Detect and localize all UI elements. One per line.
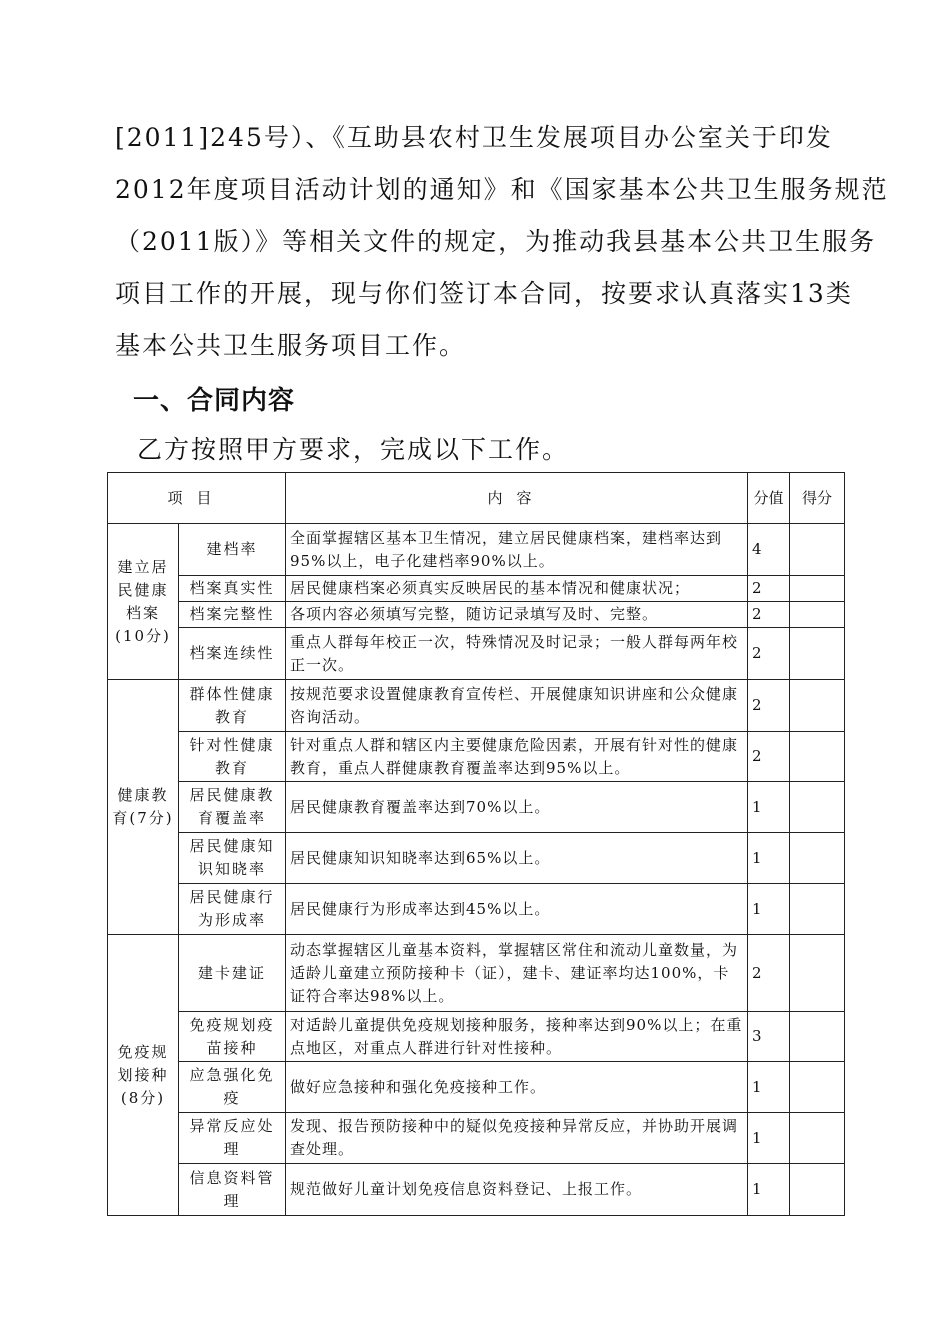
content-cell: 居民健康档案必须真实反映居民的基本情况和健康状况；: [286, 576, 748, 602]
table-row: [108, 1062, 845, 1113]
score-cell: 1: [748, 884, 790, 935]
item-cell: 应急强化免疫: [179, 1062, 286, 1113]
paragraph-line: （2011版）》等相关文件的规定，为推动我县基本公共卫生服务: [115, 227, 877, 256]
earned-cell[interactable]: [790, 1062, 845, 1113]
header-content: 内容: [286, 473, 748, 524]
item-cell: 异常反应处理: [179, 1113, 286, 1164]
table-row: [108, 524, 845, 576]
table-row: [108, 935, 845, 1012]
content-cell: 各项内容必须填写完整，随访记录填写及时、完整。: [286, 602, 748, 628]
paragraph-line: 项目工作的开展，现与你们签订本合同，按要求认真落实13类: [115, 279, 853, 308]
item-cell: 居民健康教育覆盖率: [179, 782, 286, 833]
table-row: [108, 576, 845, 602]
item-cell: 档案完整性: [179, 602, 286, 628]
earned-cell[interactable]: [790, 602, 845, 628]
item-cell: 档案真实性: [179, 576, 286, 602]
content-cell: 规范做好儿童计划免疫信息资料登记、上报工作。: [286, 1164, 748, 1216]
content-cell: 重点人群每年校正一次，特殊情况及时记录；一般人群每两年校正一次。: [286, 628, 748, 680]
score-cell: 3: [748, 1012, 790, 1062]
header-earned: 得分: [790, 473, 845, 524]
earned-cell[interactable]: [790, 935, 845, 1012]
earned-cell[interactable]: [790, 628, 845, 680]
content-cell: 做好应急接种和强化免疫接种工作。: [286, 1062, 748, 1113]
score-cell: 2: [748, 602, 790, 628]
earned-cell[interactable]: [790, 782, 845, 833]
table-row: [108, 1012, 845, 1062]
header-project: 项目: [108, 473, 286, 524]
score-cell: 2: [748, 576, 790, 602]
content-cell: 居民健康行为形成率达到45%以上。: [286, 884, 748, 935]
header-score: 分值: [748, 473, 790, 524]
item-cell: 居民健康知识知晓率: [179, 833, 286, 884]
score-cell: 1: [748, 1113, 790, 1164]
earned-cell[interactable]: [790, 732, 845, 782]
paragraph-line: [2011]245号）、《互助县农村卫生发展项目办公室关于印发: [115, 123, 833, 152]
score-cell: 1: [748, 782, 790, 833]
table-header-row: [108, 473, 845, 524]
table-row: [108, 680, 845, 732]
score-cell: 4: [748, 524, 790, 576]
category-cell: 免疫规划接种(8分): [108, 935, 179, 1216]
score-cell: 1: [748, 1164, 790, 1216]
earned-cell[interactable]: [790, 1113, 845, 1164]
table-row: [108, 628, 845, 680]
earned-cell[interactable]: [790, 576, 845, 602]
score-cell: 2: [748, 732, 790, 782]
table-row: [108, 1164, 845, 1216]
score-cell: 1: [748, 1062, 790, 1113]
section-heading: 一、合同内容: [133, 386, 296, 416]
earned-cell[interactable]: [790, 884, 845, 935]
score-cell: 2: [748, 628, 790, 680]
item-cell: 建档率: [179, 524, 286, 576]
category-cell: 健康教育(7分): [108, 680, 179, 935]
item-cell: 建卡建证: [179, 935, 286, 1012]
table-row: [108, 833, 845, 884]
earned-cell[interactable]: [790, 1012, 845, 1062]
score-cell: 2: [748, 935, 790, 1012]
score-cell: 2: [748, 680, 790, 732]
service-items-table: [107, 472, 845, 1216]
item-cell: 居民健康行为形成率: [179, 884, 286, 935]
content-cell: 发现、报告预防接种中的疑似免疫接种异常反应，并协助开展调查处理。: [286, 1113, 748, 1164]
earned-cell[interactable]: [790, 524, 845, 576]
content-cell: 居民健康知识知晓率达到65%以上。: [286, 833, 748, 884]
content-cell: 对适龄儿童提供免疫规划接种服务，接种率达到90%以上；在重点地区，对重点人群进行针对性接种。: [286, 1012, 748, 1062]
item-cell: 信息资料管理: [179, 1164, 286, 1216]
paragraph-line: 2012年度项目活动计划的通知》和《国家基本公共卫生服务规范: [115, 175, 889, 204]
item-cell: 群体性健康教育: [179, 680, 286, 732]
table-row: [108, 884, 845, 935]
item-cell: 档案连续性: [179, 628, 286, 680]
table-row: [108, 782, 845, 833]
item-cell: 免疫规划疫苗接种: [179, 1012, 286, 1062]
content-cell: 居民健康教育覆盖率达到70%以上。: [286, 782, 748, 833]
earned-cell[interactable]: [790, 680, 845, 732]
intro-line: 乙方按照甲方要求，完成以下工作。: [137, 435, 570, 464]
item-cell: 针对性健康教育: [179, 732, 286, 782]
contract-paragraph: [115, 112, 889, 372]
content-cell: 全面掌握辖区基本卫生情况，建立居民健康档案，建档率达到95%以上，电子化建档率90%以上。: [286, 524, 748, 576]
content-cell: 针对重点人群和辖区内主要健康危险因素，开展有针对性的健康教育，重点人群健康教育覆盖率达到95%以上。: [286, 732, 748, 782]
content-cell: 按规范要求设置健康教育宣传栏、开展健康知识讲座和公众健康咨询活动。: [286, 680, 748, 732]
earned-cell[interactable]: [790, 833, 845, 884]
category-cell: 建立居民健康档案(10分): [108, 524, 179, 680]
table-row: [108, 602, 845, 628]
paragraph-line: 基本公共卫生服务项目工作。: [115, 331, 467, 360]
content-cell: 动态掌握辖区儿童基本资料，掌握辖区常住和流动儿童数量，为适龄儿童建立预防接种卡（证），建卡、建证率均达100%，卡证符合率达98%以上。: [286, 935, 748, 1012]
earned-cell[interactable]: [790, 1164, 845, 1216]
score-cell: 1: [748, 833, 790, 884]
table-row: [108, 1113, 845, 1164]
table-row: [108, 732, 845, 782]
